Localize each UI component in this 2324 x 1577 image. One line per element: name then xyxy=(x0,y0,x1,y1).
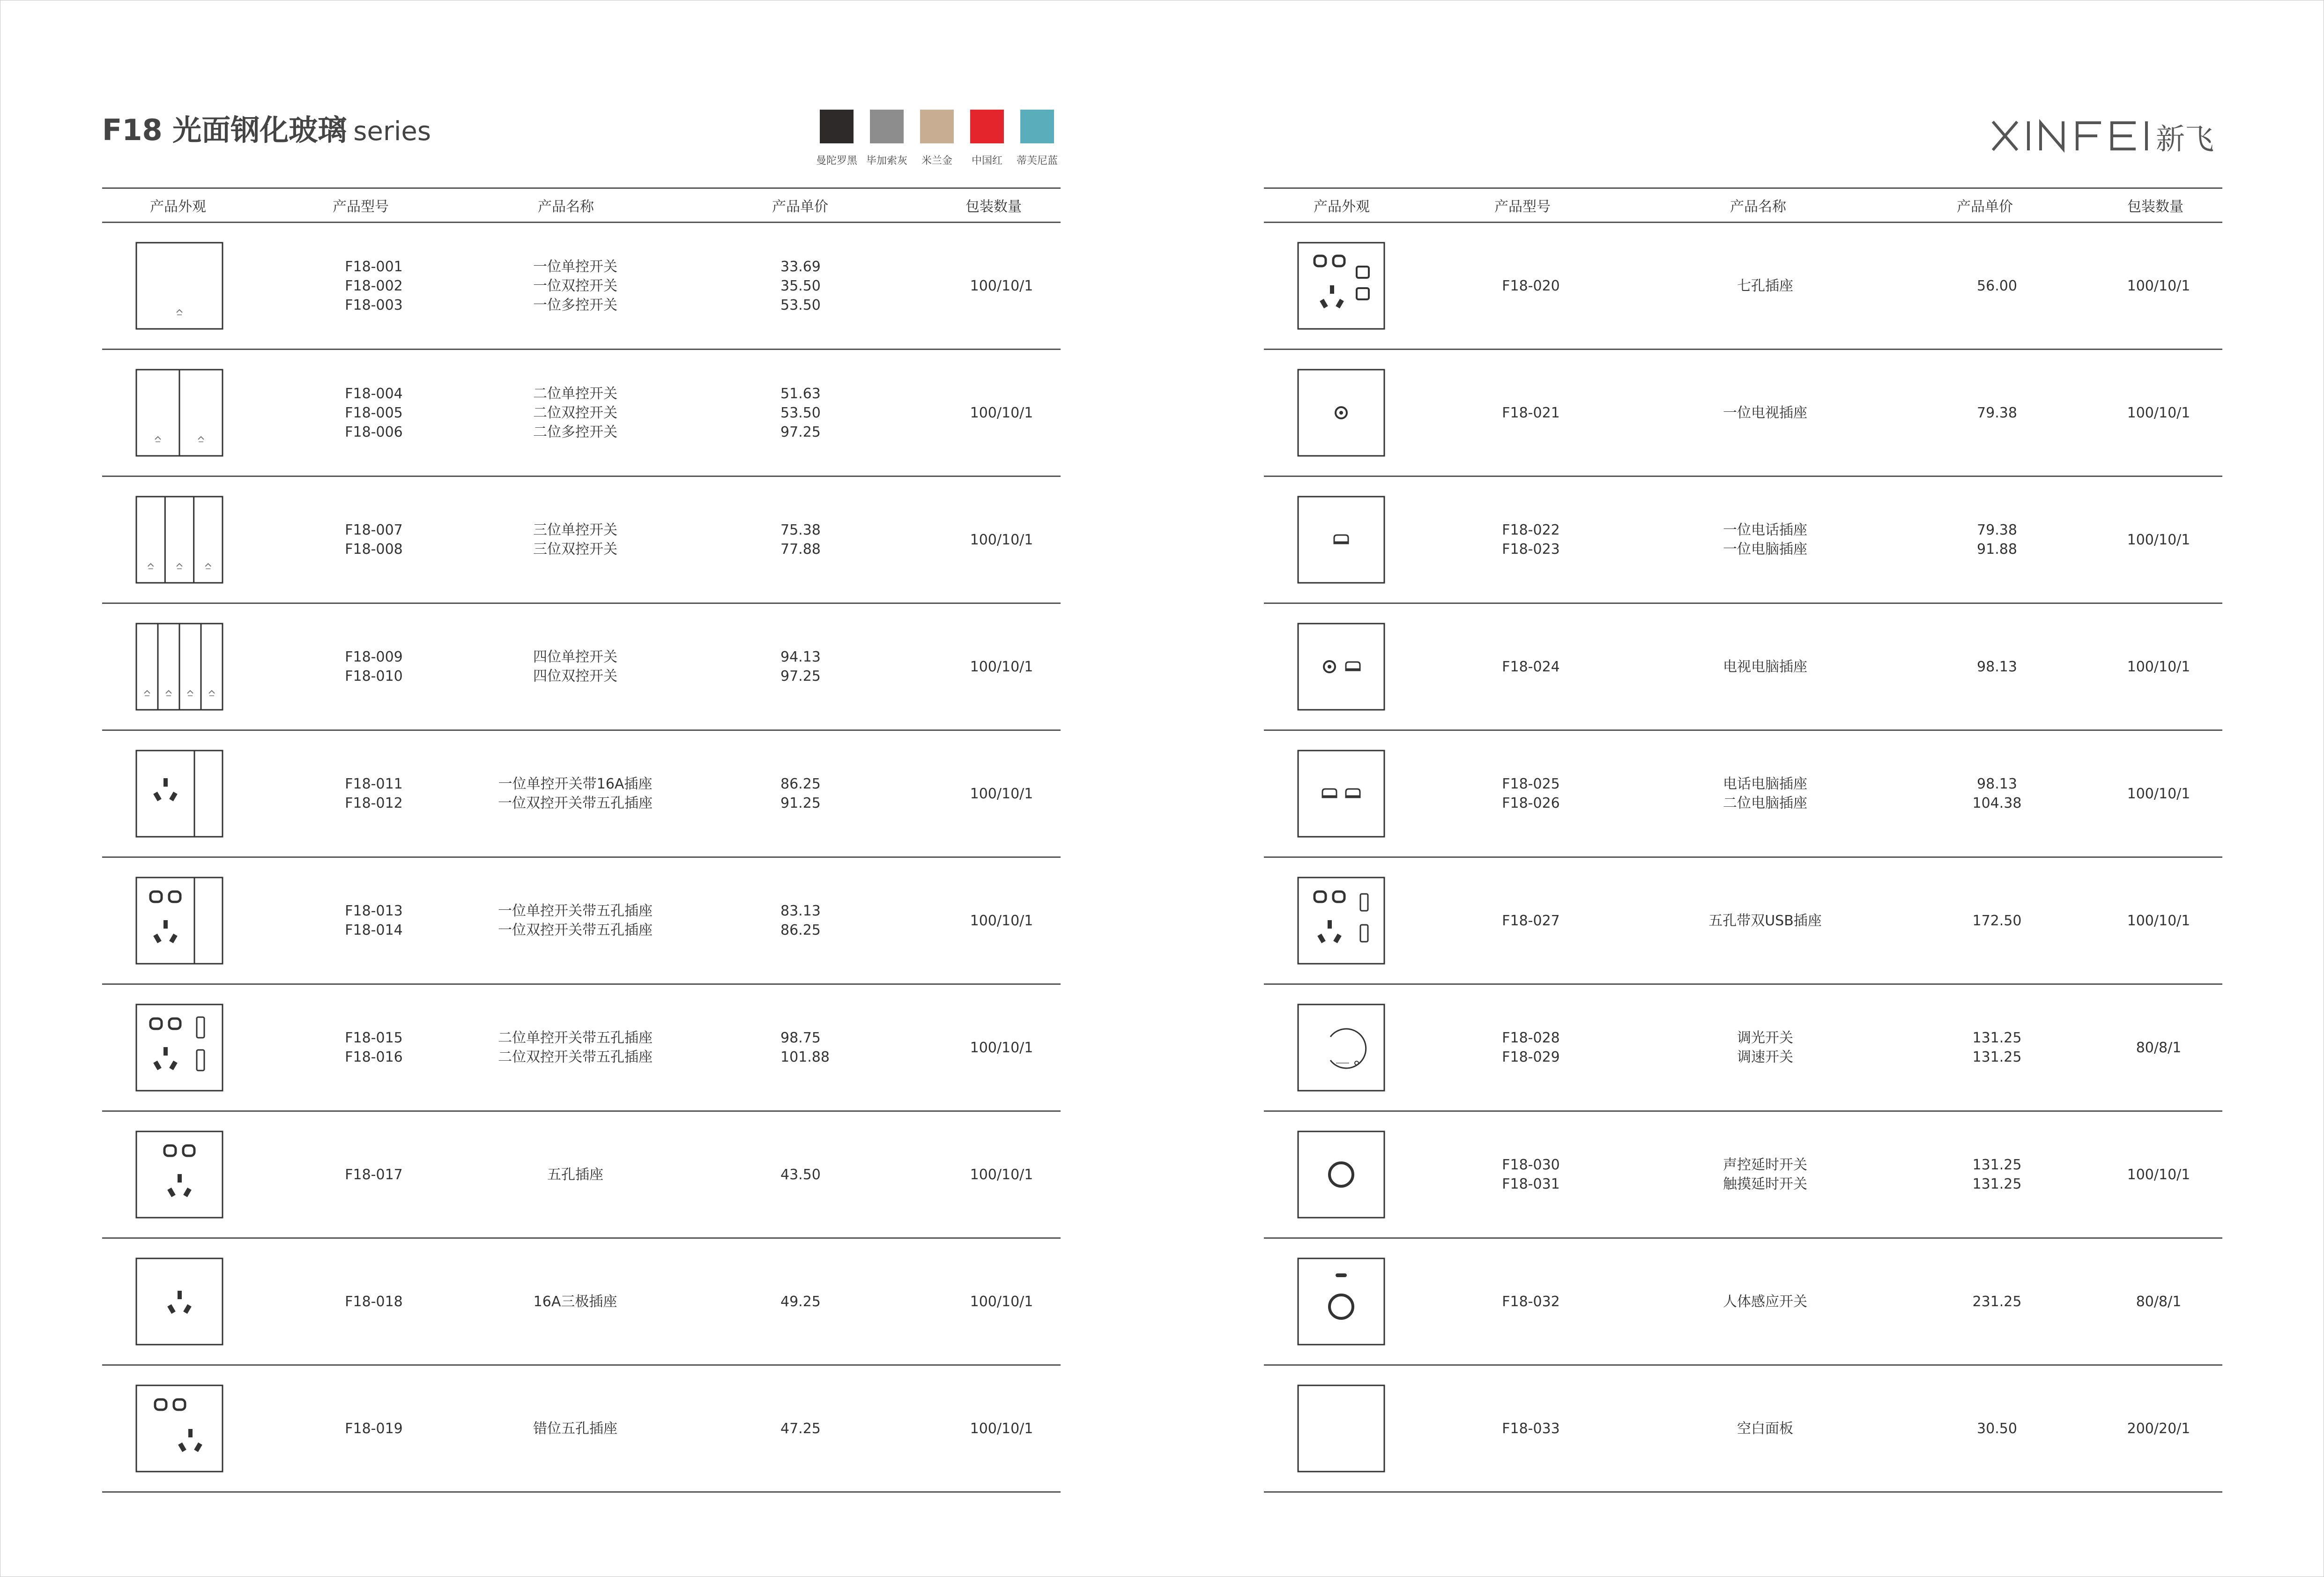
model-number: F18-023 xyxy=(1502,541,1560,558)
model-number-cell xyxy=(1456,1112,1606,1237)
column-header: 产品型号 xyxy=(1494,199,1551,215)
model-number: F18-029 xyxy=(1502,1049,1560,1065)
unit-price: 131.25 xyxy=(1972,1176,2022,1192)
five-hole-panel-icon xyxy=(135,1130,224,1219)
pack-quantity-cell xyxy=(945,477,1058,603)
pack-quantity: 100/10/1 xyxy=(970,912,1033,929)
ring-button-panel-icon xyxy=(1297,1130,1386,1219)
color-label: 中国红 xyxy=(971,155,1002,167)
model-number: F18-009 xyxy=(345,649,403,665)
unit-price: 79.38 xyxy=(1977,522,2017,538)
pack-quantity: 80/8/1 xyxy=(2136,1039,2182,1056)
product-row xyxy=(1264,1112,2222,1239)
unit-price: 35.50 xyxy=(780,277,821,294)
product-name-cell xyxy=(468,1112,683,1237)
pack-quantity-cell xyxy=(945,223,1058,349)
model-number: F18-024 xyxy=(1502,658,1560,675)
model-number: F18-027 xyxy=(1502,912,1560,929)
product-name-cell xyxy=(1667,1366,1864,1491)
product-name: 二位双控开关带五孔插座 xyxy=(498,1049,653,1065)
sensor-panel-icon xyxy=(1297,1257,1386,1346)
model-number-cell xyxy=(299,1112,449,1237)
table-top-rule xyxy=(1264,187,2222,189)
color-label: 蒂芙尼蓝 xyxy=(1016,155,1058,167)
color-chip xyxy=(870,110,904,143)
product-name: 电话电脑插座 xyxy=(1723,776,1807,792)
product-name: 二位多控开关 xyxy=(533,424,617,440)
unit-price: 53.50 xyxy=(780,404,821,421)
model-number-cell xyxy=(1456,1239,1606,1364)
model-number-cell xyxy=(299,223,449,349)
blank-panel-icon xyxy=(1297,1384,1386,1473)
unit-price-cell xyxy=(1948,1112,2046,1237)
model-number: F18-021 xyxy=(1502,404,1560,421)
unit-price: 91.88 xyxy=(1977,541,2017,558)
product-name: 四位单控开关 xyxy=(533,649,617,665)
unit-price-cell xyxy=(780,985,874,1110)
pack-quantity: 100/10/1 xyxy=(970,1166,1033,1183)
unit-price: 86.25 xyxy=(780,776,821,792)
product-name-cell xyxy=(1667,604,1864,729)
model-number: F18-011 xyxy=(345,776,403,792)
model-number-cell xyxy=(299,604,449,729)
catalog-title xyxy=(102,107,431,147)
product-row xyxy=(102,1239,1061,1366)
unit-price-cell xyxy=(1948,731,2046,856)
product-name: 一位多控开关 xyxy=(533,297,617,313)
unit-price: 101.88 xyxy=(780,1049,830,1065)
column-header: 产品外观 xyxy=(150,199,206,215)
model-number-cell xyxy=(299,1239,449,1364)
switch-2-gang-panel-icon xyxy=(135,368,224,457)
product-name: 一位双控开关 xyxy=(533,277,617,294)
pack-quantity-cell xyxy=(945,858,1058,983)
column-header: 产品名称 xyxy=(1730,199,1786,215)
unit-price-cell xyxy=(780,223,874,349)
product-row xyxy=(1264,223,2222,350)
model-number-cell xyxy=(299,477,449,603)
product-name: 人体感应开关 xyxy=(1723,1293,1807,1310)
pack-quantity: 100/10/1 xyxy=(2127,912,2190,929)
product-name-cell xyxy=(1667,1239,1864,1364)
model-number: F18-002 xyxy=(345,277,403,294)
pack-quantity-cell xyxy=(945,1239,1058,1364)
unit-price: 98.75 xyxy=(780,1030,821,1046)
model-number: F18-001 xyxy=(345,258,403,275)
model-number: F18-005 xyxy=(345,404,403,421)
pack-quantity-cell xyxy=(945,1366,1058,1491)
color-swatches xyxy=(811,110,1058,167)
color-swatch xyxy=(1012,110,1062,167)
unit-price: 98.13 xyxy=(1977,776,2017,792)
color-swatch xyxy=(962,110,1012,167)
product-name: 16A三极插座 xyxy=(533,1293,617,1310)
series-word: series xyxy=(353,116,431,147)
model-number: F18-015 xyxy=(345,1030,403,1046)
unit-price: 131.25 xyxy=(1972,1030,2022,1046)
product-row xyxy=(1264,1239,2222,1366)
product-name: 一位单控开关 xyxy=(533,258,617,275)
unit-price: 97.25 xyxy=(780,424,821,440)
model-number-cell xyxy=(1456,350,1606,476)
model-number: F18-016 xyxy=(345,1049,403,1065)
model-number-cell xyxy=(299,985,449,1110)
pack-quantity: 100/10/1 xyxy=(2127,1166,2190,1183)
pack-quantity-cell xyxy=(2102,350,2215,476)
pack-quantity-cell xyxy=(945,604,1058,729)
product-name: 二位单控开关 xyxy=(533,385,617,402)
data-data-panel-icon xyxy=(1297,749,1386,838)
pack-quantity: 100/10/1 xyxy=(970,1293,1033,1310)
model-number: F18-032 xyxy=(1502,1293,1560,1310)
unit-price: 33.69 xyxy=(780,258,821,275)
unit-price: 94.13 xyxy=(780,649,821,665)
two-switch-five-hole-panel-icon xyxy=(135,1003,224,1092)
product-name-cell xyxy=(1667,350,1864,476)
product-name: 一位电视插座 xyxy=(1723,404,1807,421)
pack-quantity-cell xyxy=(2102,477,2215,603)
product-name-cell xyxy=(468,350,683,476)
pack-quantity: 100/10/1 xyxy=(2127,658,2190,675)
row-rule xyxy=(1264,1491,2222,1493)
model-number: F18-008 xyxy=(345,541,403,558)
product-name: 声控延时开关 xyxy=(1723,1157,1807,1173)
product-name-cell xyxy=(1667,731,1864,856)
product-row xyxy=(1264,985,2222,1112)
unit-price: 83.13 xyxy=(780,903,821,919)
product-name-cell xyxy=(468,477,683,603)
pack-quantity-cell xyxy=(945,1112,1058,1237)
brand-logo xyxy=(1991,117,2223,155)
model-number: F18-022 xyxy=(1502,522,1560,538)
color-label: 米兰金 xyxy=(921,155,952,167)
pack-quantity: 100/10/1 xyxy=(970,277,1033,294)
table-top-rule xyxy=(102,187,1061,189)
product-name-cell xyxy=(468,985,683,1110)
color-swatch xyxy=(811,110,862,167)
pack-quantity: 100/10/1 xyxy=(2127,785,2190,802)
column-header: 包装数量 xyxy=(2127,199,2183,215)
model-number: F18-028 xyxy=(1502,1030,1560,1046)
pack-quantity-cell xyxy=(945,350,1058,476)
pack-quantity-cell xyxy=(945,731,1058,856)
unit-price-cell xyxy=(1948,985,2046,1110)
xinfei-logo-icon xyxy=(1991,117,2223,155)
product-name: 一位单控开关带五孔插座 xyxy=(498,903,653,919)
product-name: 一位双控开关带五孔插座 xyxy=(498,795,653,811)
dimmer-panel-icon xyxy=(1297,1003,1386,1092)
product-name: 三位单控开关 xyxy=(533,522,617,538)
unit-price-cell xyxy=(1948,1366,2046,1491)
product-name-cell xyxy=(1667,223,1864,349)
model-number-cell xyxy=(1456,223,1606,349)
product-row xyxy=(102,350,1061,477)
pack-quantity: 100/10/1 xyxy=(970,1039,1033,1056)
column-header: 产品单价 xyxy=(1957,199,2013,215)
seven-hole-panel-icon xyxy=(1297,241,1386,330)
product-row xyxy=(102,477,1061,604)
product-name: 二位单控开关带五孔插座 xyxy=(498,1030,653,1046)
model-number: F18-018 xyxy=(345,1293,403,1310)
model-number: F18-030 xyxy=(1502,1157,1560,1173)
model-number: F18-013 xyxy=(345,903,403,919)
product-row xyxy=(102,1366,1061,1493)
unit-price: 98.13 xyxy=(1977,658,2017,675)
unit-price: 43.50 xyxy=(780,1166,821,1183)
tv-data-panel-icon xyxy=(1297,622,1386,711)
product-name-cell xyxy=(468,731,683,856)
pack-quantity: 100/10/1 xyxy=(970,658,1033,675)
model-number: F18-025 xyxy=(1502,776,1560,792)
model-number-cell xyxy=(299,1366,449,1491)
product-name-cell xyxy=(1667,985,1864,1110)
model-number: F18-014 xyxy=(345,922,403,938)
product-row xyxy=(102,223,1061,350)
product-name-cell xyxy=(468,223,683,349)
unit-price: 30.50 xyxy=(1977,1420,2017,1437)
product-name: 一位双控开关带五孔插座 xyxy=(498,922,653,938)
series-name: F18 光面钢化玻璃 xyxy=(102,113,347,147)
color-chip xyxy=(970,110,1004,143)
model-number: F18-012 xyxy=(345,795,403,811)
column-header: 产品外观 xyxy=(1314,199,1370,215)
unit-price-cell xyxy=(780,1112,874,1237)
five-hole-usb-panel-icon xyxy=(1297,876,1386,965)
column-header: 产品名称 xyxy=(538,199,594,215)
product-name-cell xyxy=(1667,477,1864,603)
model-number: F18-026 xyxy=(1502,795,1560,811)
unit-price: 172.50 xyxy=(1972,912,2022,929)
unit-price-cell xyxy=(1948,604,2046,729)
pack-quantity-cell xyxy=(2102,858,2215,983)
unit-price-cell xyxy=(780,1366,874,1491)
model-number-cell xyxy=(299,858,449,983)
unit-price: 131.25 xyxy=(1972,1049,2022,1065)
unit-price: 77.88 xyxy=(780,541,821,558)
pack-quantity-cell xyxy=(2102,731,2215,856)
unit-price-cell xyxy=(780,731,874,856)
pack-quantity-cell xyxy=(2102,1366,2215,1491)
product-row xyxy=(1264,604,2222,731)
row-rule xyxy=(102,1491,1061,1493)
product-row xyxy=(102,731,1061,858)
model-number-cell xyxy=(1456,1366,1606,1491)
product-name-cell xyxy=(1667,1112,1864,1237)
unit-price: 91.25 xyxy=(780,795,821,811)
unit-price: 47.25 xyxy=(780,1420,821,1437)
unit-price-cell xyxy=(780,1239,874,1364)
column-header: 包装数量 xyxy=(965,199,1022,215)
product-row xyxy=(102,985,1061,1112)
unit-price: 49.25 xyxy=(780,1293,821,1310)
product-name: 错位五孔插座 xyxy=(533,1420,617,1437)
unit-price-cell xyxy=(1948,858,2046,983)
product-name-cell xyxy=(468,1239,683,1364)
column-header: 产品型号 xyxy=(333,199,389,215)
unit-price: 131.25 xyxy=(1972,1157,2022,1173)
model-number: F18-003 xyxy=(345,297,403,313)
product-name: 电视电脑插座 xyxy=(1723,658,1807,675)
product-name: 一位电脑插座 xyxy=(1723,541,1807,558)
unit-price: 79.38 xyxy=(1977,404,2017,421)
product-name-cell xyxy=(1667,858,1864,983)
pack-quantity-cell xyxy=(2102,604,2215,729)
model-number-cell xyxy=(1456,858,1606,983)
model-number: F18-031 xyxy=(1502,1176,1560,1192)
model-number: F18-004 xyxy=(345,385,403,402)
offset-five-hole-panel-icon xyxy=(135,1384,224,1473)
unit-price: 53.50 xyxy=(780,297,821,313)
model-number: F18-019 xyxy=(345,1420,403,1437)
product-name: 二位电脑插座 xyxy=(1723,795,1807,811)
unit-price: 231.25 xyxy=(1972,1293,2022,1310)
pack-quantity: 100/10/1 xyxy=(2127,404,2190,421)
product-row xyxy=(1264,350,2222,477)
product-name-cell xyxy=(468,858,683,983)
model-number: F18-007 xyxy=(345,522,403,538)
color-chip xyxy=(1020,110,1054,143)
model-number: F18-017 xyxy=(345,1166,403,1183)
color-swatch xyxy=(912,110,962,167)
pack-quantity: 100/10/1 xyxy=(970,1420,1033,1437)
switch-4-gang-panel-icon xyxy=(135,622,224,711)
model-number: F18-010 xyxy=(345,668,403,684)
color-label: 毕加索灰 xyxy=(866,155,907,167)
product-name: 五孔带双USB插座 xyxy=(1708,912,1822,929)
product-name: 空白面板 xyxy=(1737,1420,1793,1437)
pack-quantity-cell xyxy=(2102,1112,2215,1237)
pack-quantity-cell xyxy=(2102,223,2215,349)
unit-price: 75.38 xyxy=(780,522,821,538)
product-row xyxy=(102,1112,1061,1239)
unit-price-cell xyxy=(780,604,874,729)
color-swatch xyxy=(861,110,912,167)
product-row xyxy=(1264,731,2222,858)
pack-quantity: 80/8/1 xyxy=(2136,1293,2182,1310)
product-row xyxy=(1264,858,2222,985)
model-number-cell xyxy=(299,731,449,856)
unit-price: 97.25 xyxy=(780,668,821,684)
unit-price: 56.00 xyxy=(1977,277,2017,294)
three-pin-panel-icon xyxy=(135,1257,224,1346)
pack-quantity-cell xyxy=(2102,1239,2215,1364)
product-name: 五孔插座 xyxy=(547,1166,603,1183)
product-name: 一位电话插座 xyxy=(1723,522,1807,538)
product-name: 触摸延时开关 xyxy=(1723,1176,1807,1192)
column-header: 产品单价 xyxy=(772,199,828,215)
unit-price-cell xyxy=(780,350,874,476)
model-number-cell xyxy=(1456,731,1606,856)
unit-price-cell xyxy=(780,477,874,603)
model-number: F18-006 xyxy=(345,424,403,440)
switch-16a-socket-panel-icon xyxy=(135,749,224,838)
model-number: F18-020 xyxy=(1502,277,1560,294)
model-number: F18-033 xyxy=(1502,1420,1560,1437)
unit-price: 86.25 xyxy=(780,922,821,938)
pack-quantity-cell xyxy=(2102,985,2215,1110)
pack-quantity-cell xyxy=(945,985,1058,1110)
pack-quantity: 100/10/1 xyxy=(2127,531,2190,548)
pack-quantity: 100/10/1 xyxy=(970,785,1033,802)
product-row xyxy=(102,604,1061,731)
switch-1-gang-panel-icon xyxy=(135,241,224,330)
color-label: 曼陀罗黑 xyxy=(816,155,857,167)
unit-price-cell xyxy=(1948,1239,2046,1364)
model-number-cell xyxy=(1456,604,1606,729)
product-name: 三位双控开关 xyxy=(533,541,617,558)
product-name: 调光开关 xyxy=(1737,1030,1793,1046)
product-name: 一位单控开关带16A插座 xyxy=(498,776,653,792)
pack-quantity: 100/10/1 xyxy=(2127,277,2190,294)
svg-text:新飞: 新飞 xyxy=(2156,122,2214,155)
data-panel-icon xyxy=(1297,495,1386,584)
unit-price-cell xyxy=(780,858,874,983)
tv-panel-icon xyxy=(1297,368,1386,457)
product-name: 七孔插座 xyxy=(1737,277,1793,294)
product-name: 调速开关 xyxy=(1737,1049,1793,1065)
pack-quantity: 200/20/1 xyxy=(2127,1420,2190,1437)
pack-quantity: 100/10/1 xyxy=(970,404,1033,421)
product-name: 四位双控开关 xyxy=(533,668,617,684)
switch-five-hole-panel-icon xyxy=(135,876,224,965)
unit-price: 51.63 xyxy=(780,385,821,402)
model-number-cell xyxy=(299,350,449,476)
product-row xyxy=(1264,477,2222,604)
product-name: 二位双控开关 xyxy=(533,404,617,421)
unit-price-cell xyxy=(1948,350,2046,476)
product-row xyxy=(102,858,1061,985)
product-row xyxy=(1264,1366,2222,1493)
model-number-cell xyxy=(1456,985,1606,1110)
unit-price: 104.38 xyxy=(1972,795,2022,811)
color-chip xyxy=(920,110,954,143)
pack-quantity: 100/10/1 xyxy=(970,531,1033,548)
model-number-cell xyxy=(1456,477,1606,603)
unit-price-cell xyxy=(1948,477,2046,603)
product-name-cell xyxy=(468,1366,683,1491)
product-name-cell xyxy=(468,604,683,729)
unit-price-cell xyxy=(1948,223,2046,349)
color-chip xyxy=(820,110,854,143)
switch-3-gang-panel-icon xyxy=(135,495,224,584)
